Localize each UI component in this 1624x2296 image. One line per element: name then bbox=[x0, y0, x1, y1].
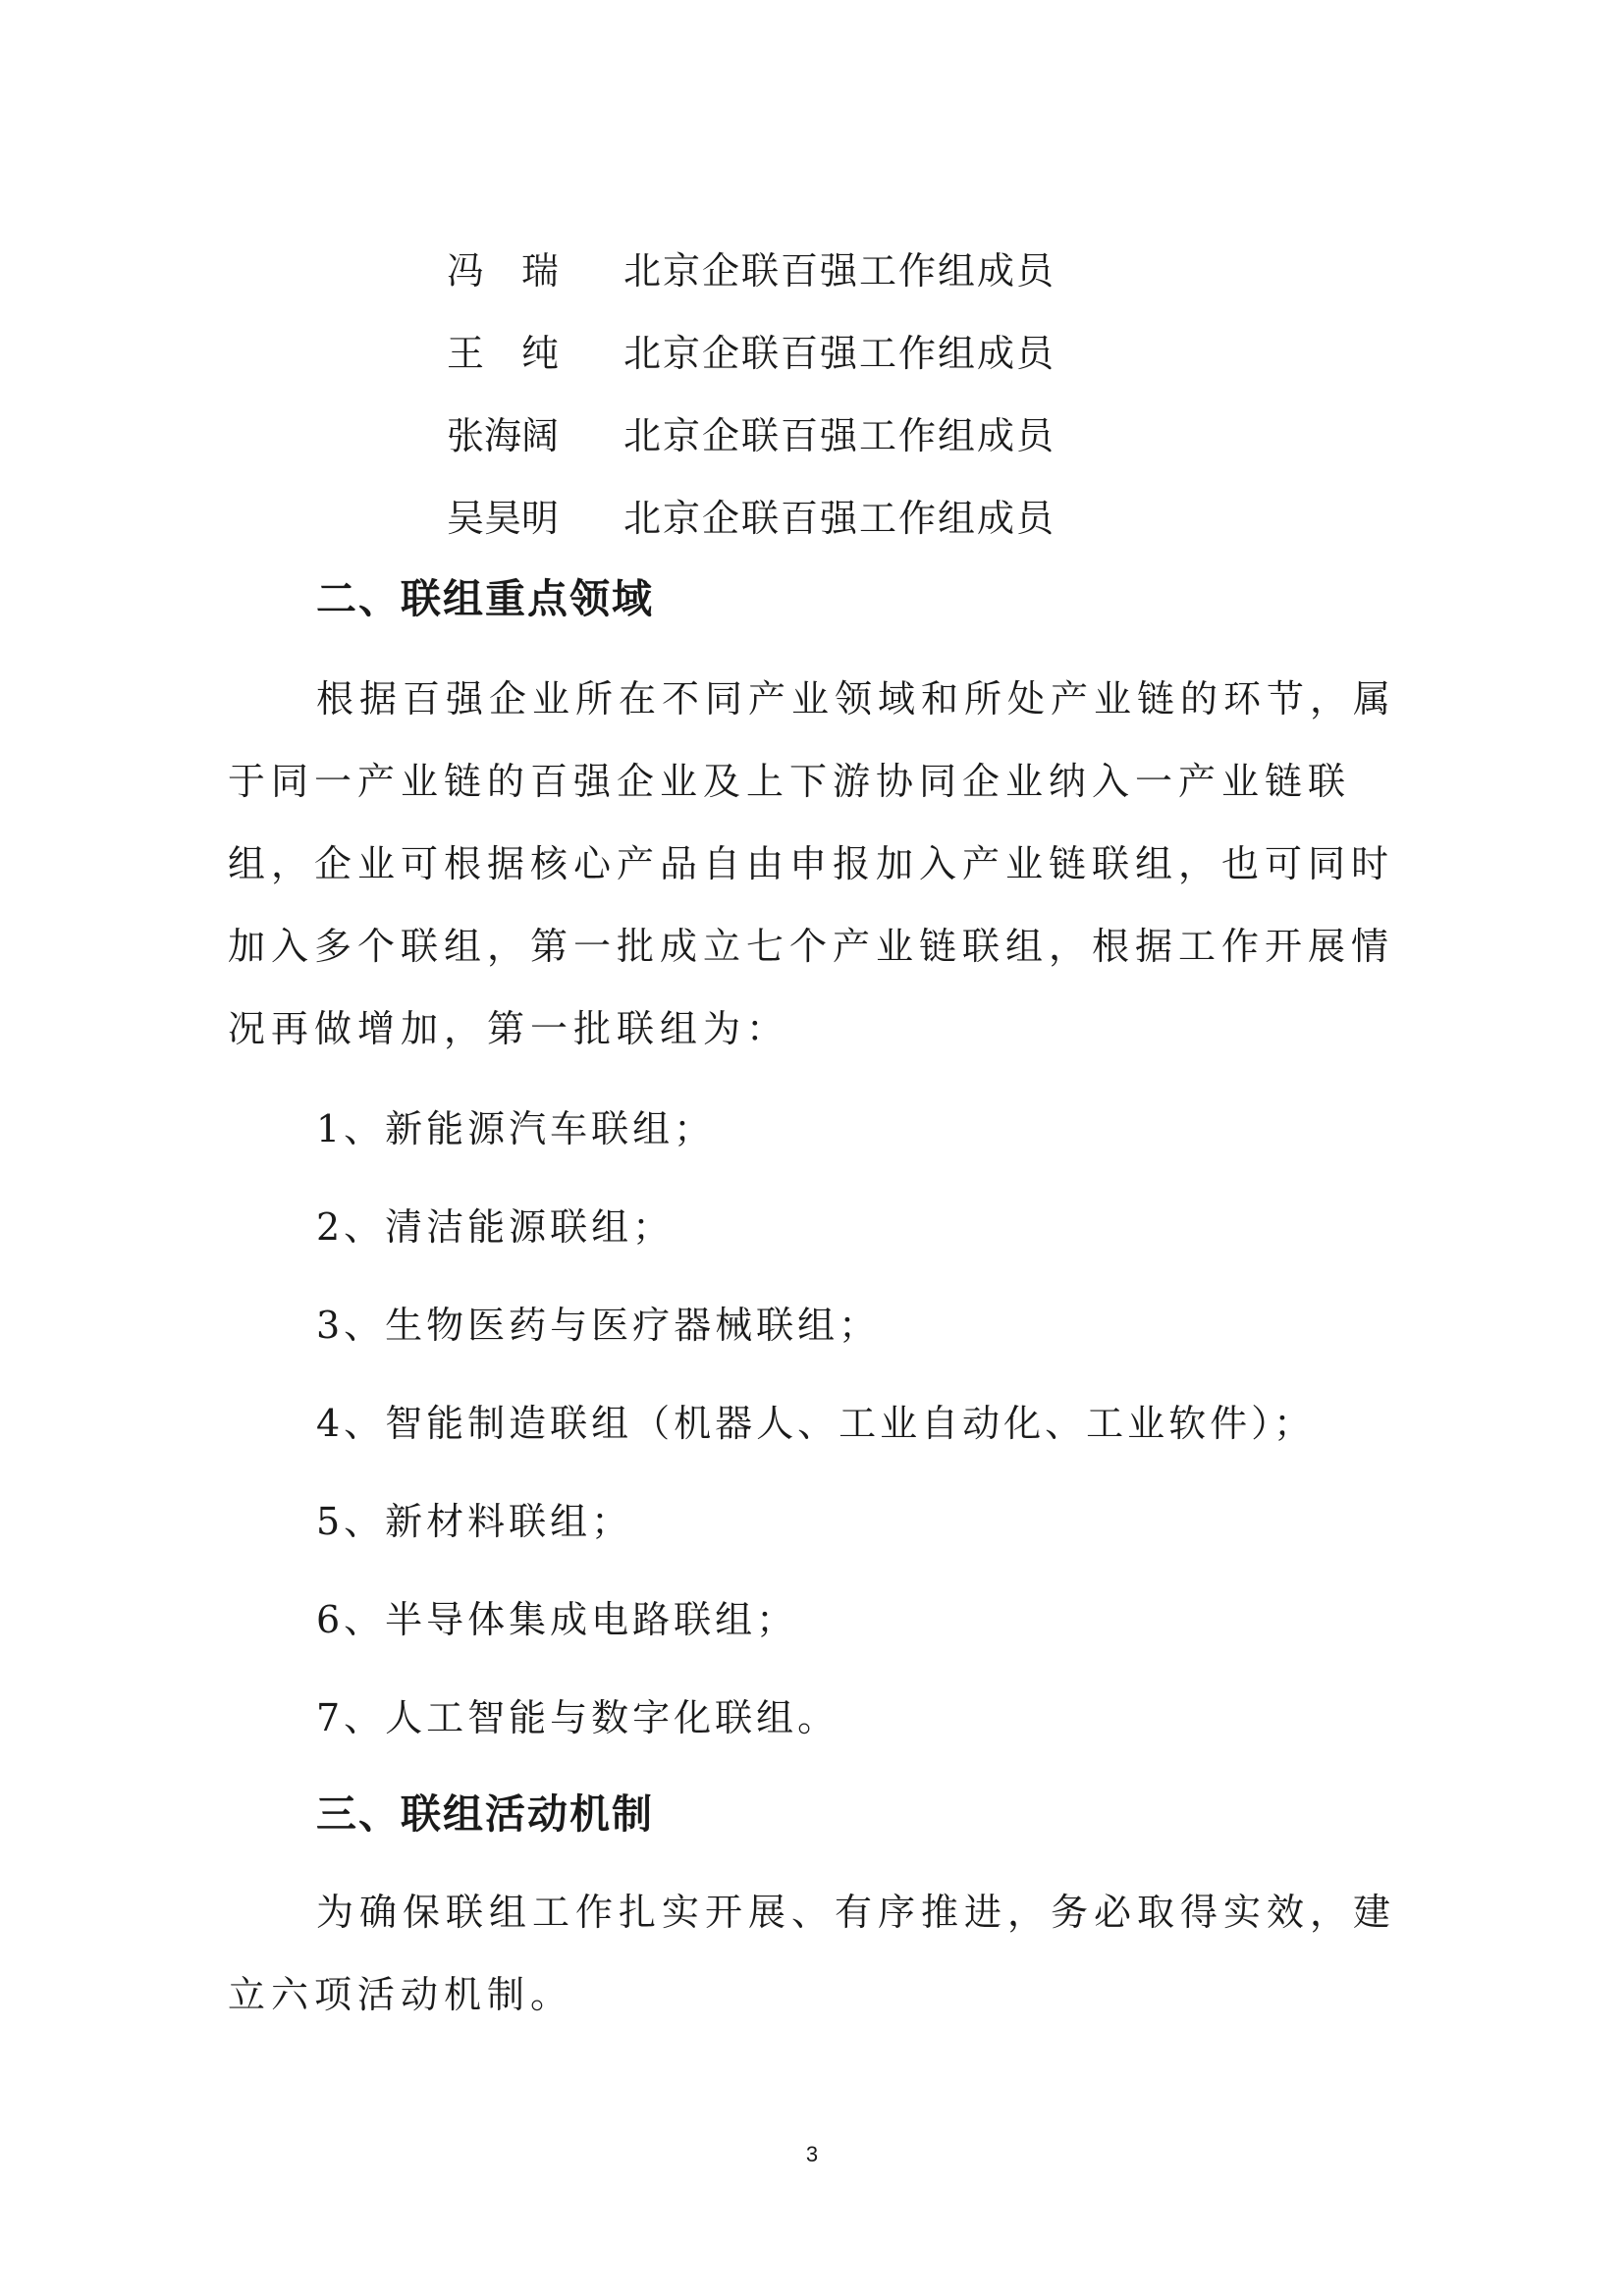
list-item: 2、清洁能源联组； bbox=[316, 1205, 675, 1249]
member-row bbox=[447, 324, 1056, 383]
section-heading: 二、联组重点领域 bbox=[316, 575, 654, 622]
member-name: 冯 瑞 bbox=[447, 249, 560, 293]
paragraph-line: 立六项活动机制。 bbox=[228, 1973, 574, 2016]
member-name: 王 纯 bbox=[447, 332, 560, 375]
member-name: 张海阔 bbox=[447, 414, 560, 457]
list-item: 1、新能源汽车联组； bbox=[316, 1107, 716, 1150]
list-item: 4、智能制造联组（机器人、工业自动化、工业软件）； bbox=[316, 1402, 1316, 1445]
paragraph-line: 况再做增加，第一批联组为： bbox=[228, 1007, 790, 1050]
member-row bbox=[447, 241, 1056, 300]
member-row bbox=[447, 489, 1056, 548]
member-role: 北京企联百强工作组成员 bbox=[623, 249, 1056, 293]
list-item: 7、人工智能与数字化联组。 bbox=[316, 1696, 839, 1739]
list-item: 6、半导体集成电路联组； bbox=[316, 1598, 798, 1641]
paragraph-line: 加入多个联组，第一批成立七个产业链联组，根据工作开展情 bbox=[228, 925, 1395, 968]
member-role: 北京企联百强工作组成员 bbox=[623, 497, 1056, 540]
member-name: 吴昊明 bbox=[447, 497, 560, 540]
member-role: 北京企联百强工作组成员 bbox=[623, 414, 1056, 457]
paragraph-line: 为确保联组工作扎实开展、有序推进，务必取得实效，建 bbox=[316, 1891, 1397, 1934]
member-role: 北京企联百强工作组成员 bbox=[623, 332, 1056, 375]
list-item: 5、新材料联组； bbox=[316, 1500, 633, 1543]
paragraph-line: 组，企业可根据核心产品自由申报加入产业链联组，也可同时 bbox=[228, 842, 1395, 885]
paragraph-line: 根据百强企业所在不同产业领域和所处产业链的环节，属 bbox=[316, 677, 1397, 721]
paragraph-line: 于同一产业链的百强企业及上下游协同企业纳入一产业链联 bbox=[228, 760, 1352, 803]
member-row bbox=[447, 406, 1056, 465]
section-heading: 三、联组活动机制 bbox=[316, 1790, 654, 1838]
list-item: 3、生物医药与医疗器械联组； bbox=[316, 1304, 881, 1347]
page-number: 3 bbox=[805, 2142, 819, 2166]
